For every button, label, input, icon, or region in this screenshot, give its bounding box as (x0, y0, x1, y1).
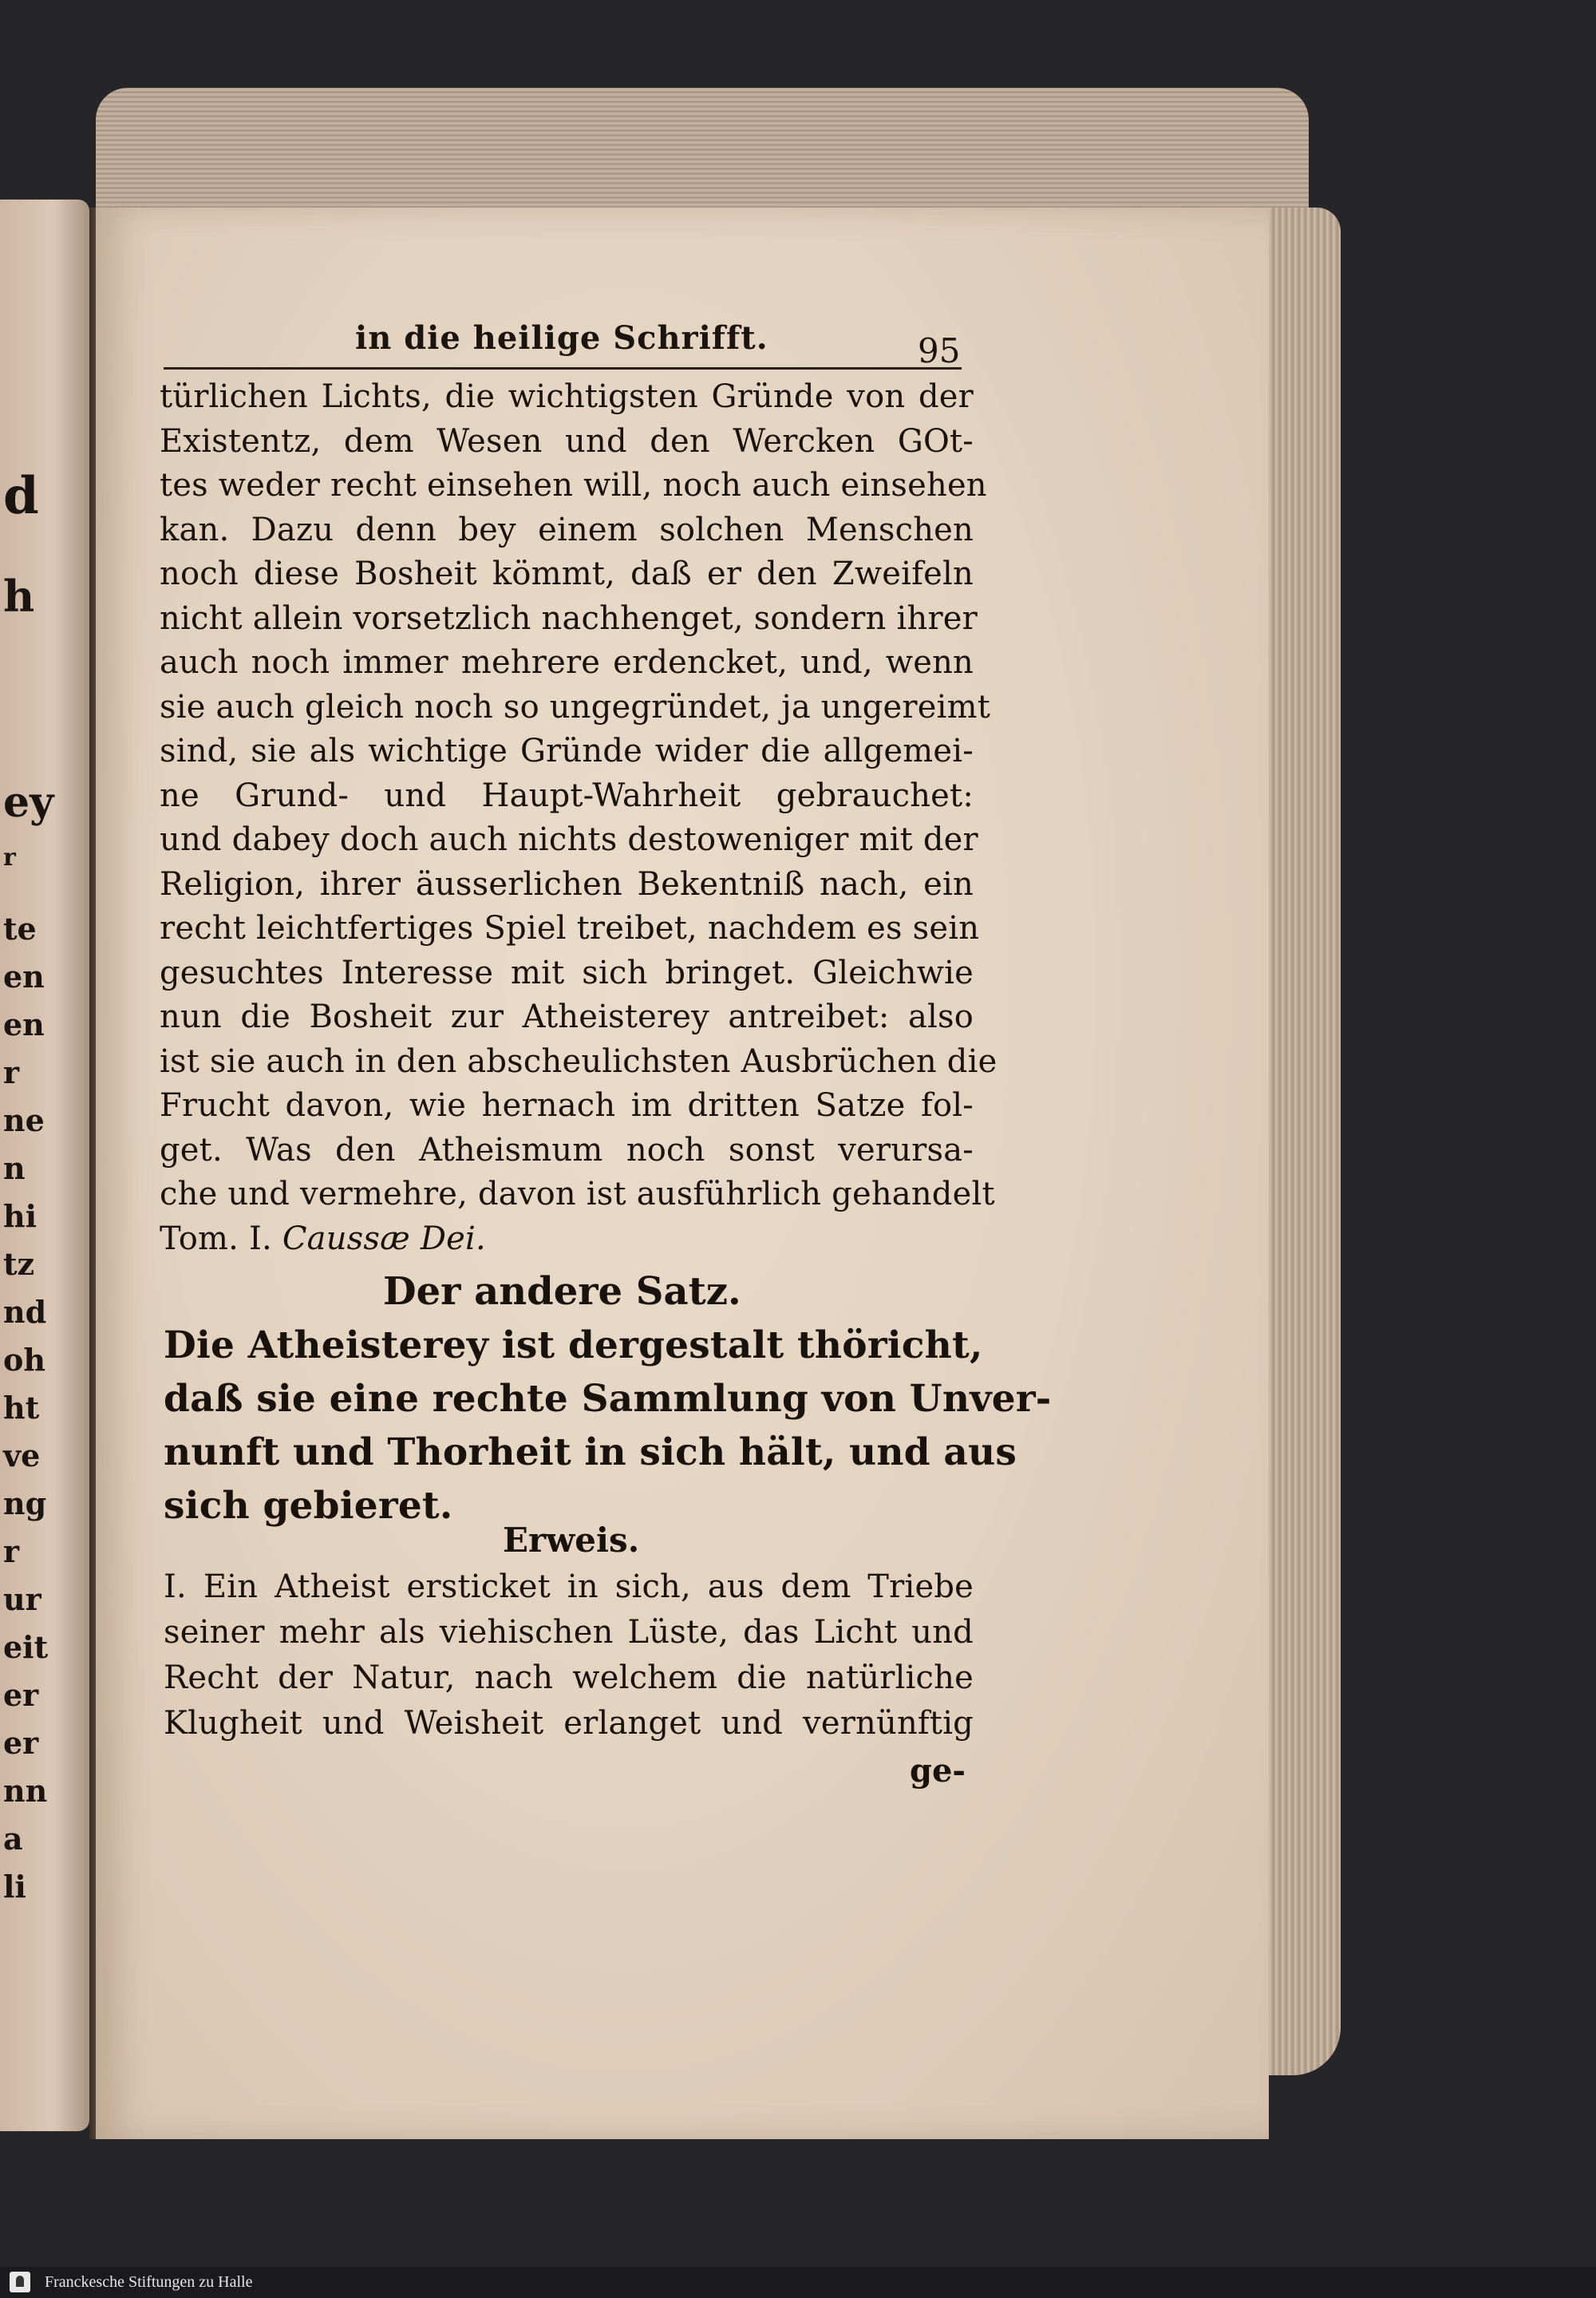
fragment: r (3, 844, 16, 872)
text-line: che und vermehre, davon ist ausführlich gehandelt (160, 1176, 995, 1212)
text-line: get. Was den Atheismum noch sonst verursa- (160, 1131, 974, 1169)
text-line: ist sie auch in den abscheulichsten Ausbrüchen die (160, 1042, 998, 1080)
fragment: en (3, 1007, 45, 1042)
text-line: kan. Dazu denn bey einem solchen Menschen (160, 511, 974, 548)
fragment: ng (3, 1485, 47, 1521)
text-line: noch diese Bosheit kömmt, daß er den Zweifeln (160, 556, 974, 592)
catchword: ge- (910, 1752, 966, 1790)
text-line: nun die Bosheit zur Atheisterey antreibet: also (160, 999, 974, 1035)
proof-text (164, 1564, 974, 1746)
fragment: er (3, 1677, 39, 1713)
text-line: Religion, ihrer äusserlichen Bekentniß nach, ein (160, 865, 974, 903)
fragment: hi (3, 1198, 38, 1234)
reference-prefix: Tom. I. (160, 1220, 272, 1257)
thesis-line: Die Atheisterey ist dergestalt thöricht, (164, 1323, 983, 1367)
page-number: 95 (918, 331, 961, 370)
text-line: tes weder recht einsehen will, noch auch einsehen (160, 467, 987, 504)
text-line: Recht der Natur, nach welchem die natürliche (164, 1659, 974, 1696)
text-line: auch noch immer mehrere erdencket, und, wenn (160, 644, 974, 681)
running-head (164, 319, 962, 370)
footer-credit: Franckesche Stiftungen zu Halle (45, 2273, 253, 2291)
fragment: r (3, 1533, 20, 1569)
text-line: sie auch gleich noch so ungegründet, ja ungereimt (160, 688, 990, 726)
text-line: Existentz, dem Wesen und den Wercken GOt- (160, 422, 974, 460)
fragment: ve (3, 1438, 41, 1473)
text-line: nicht allein vorsetzlich nachhenget, sondern ihrer (160, 599, 978, 637)
fragment: ey (3, 778, 54, 827)
text-line: ne Grund- und Haupt-Wahrheit gebrauchet: (160, 777, 974, 814)
proof-heading: Erweis. (503, 1521, 640, 1560)
institution-logo-icon (10, 2272, 30, 2292)
facing-page-text (0, 200, 89, 2131)
thesis-line: daß sie eine rechte Sammlung von Unver- (164, 1377, 1052, 1421)
fragment: en (3, 959, 45, 995)
text-line: seiner mehr als viehischen Lüste, das Licht und (164, 1614, 974, 1651)
thesis-line: nunft und Thorheit in sich hält, und aus (164, 1430, 1017, 1474)
text-line-reference (160, 1217, 974, 1262)
book-top-edge (96, 88, 1309, 223)
fragment: ht (3, 1390, 40, 1426)
fragment: h (3, 571, 35, 622)
text-line: und dabey doch auch nichts destoweniger mit der (160, 821, 978, 858)
fragment: n (3, 1150, 26, 1186)
fragment: r (3, 1054, 20, 1090)
text-line: gesuchtes Interesse mit sich bringet. Gleichwie (160, 954, 974, 991)
fragment: li (3, 1869, 26, 1904)
running-title: in die heilige Schrifft. (355, 319, 768, 357)
fragment: ur (3, 1581, 41, 1617)
fragment: d (3, 466, 39, 526)
reference-title: Caussæ Dei. (282, 1220, 486, 1257)
fragment: eit (3, 1629, 49, 1665)
text-line: türlichen Lichts, die wichtigsten Gründe von der (160, 378, 974, 415)
section-heading: Der andere Satz. (383, 1269, 741, 1314)
body-text (160, 375, 998, 1261)
fragment: ne (3, 1102, 45, 1138)
footer-bar (0, 2267, 1596, 2298)
thesis-statement (164, 1319, 1052, 1533)
text-line: Klugheit und Weisheit erlanget und vernünftig (164, 1705, 974, 1742)
text-line: sind, sie als wichtige Gründe wider die allgemei- (160, 733, 974, 769)
fragment: oh (3, 1342, 45, 1378)
text-line: recht leichtfertiges Spiel treibet, nachdem es sein (160, 910, 980, 947)
fragment: te (3, 911, 37, 947)
fragment: nn (3, 1773, 48, 1809)
fragment: nd (3, 1294, 47, 1330)
fragment: er (3, 1725, 39, 1761)
text-line: Frucht davon, wie hernach im dritten Satze fol- (160, 1087, 974, 1124)
fragment: tz (3, 1246, 35, 1282)
facing-page-fragment (0, 200, 89, 2131)
fragment: a (3, 1821, 23, 1857)
text-line: I. Ein Atheist ersticket in sich, aus dem Triebe (164, 1568, 974, 1605)
thesis-line: sich gebieret. (164, 1484, 453, 1528)
